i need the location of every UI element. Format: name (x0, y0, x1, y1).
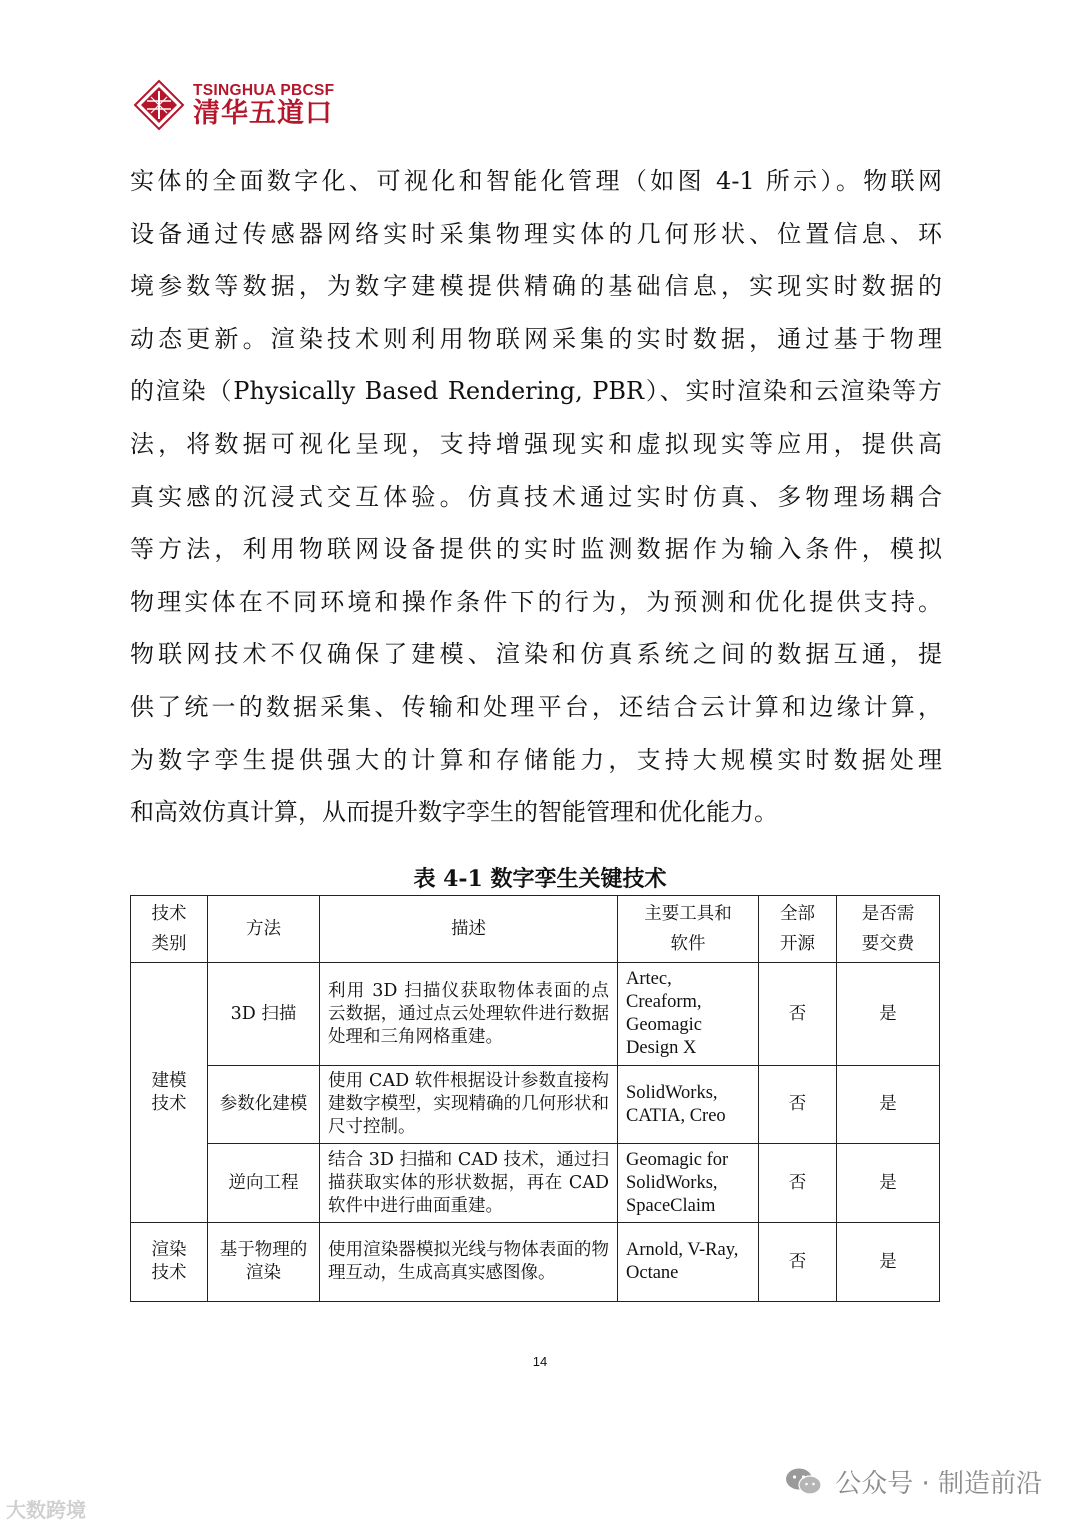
paragraph-line: 为数字孪生提供强大的计算和存储能力，支持大规模实时数据处理 (130, 745, 942, 774)
logo (133, 76, 334, 134)
paragraph-line: 物理实体在不同环境和操作条件下的行为，为预测和优化提供支持。 (130, 587, 942, 616)
header-category: 技术 类别 (131, 896, 208, 963)
logo-chinese-text: 清华五道口 (193, 97, 333, 129)
paragraph-line: 法，将数据可视化呈现，支持增强现实和虚拟现实等应用，提供高 (130, 429, 942, 458)
cell-open-source: 否 (759, 1223, 837, 1302)
cell-description: 利用 3D 扫描仪获取物体表面的点云数据，通过点云处理软件进行数据处理和三角网格重建。 (320, 963, 618, 1066)
logo-english-text: TSINGHUA PBCSF (193, 81, 335, 99)
cell-open-source: 否 (759, 963, 837, 1066)
table-row (131, 1144, 940, 1223)
paragraph-line: 等方法，利用物联网设备提供的实时监测数据作为输入条件，模拟 (130, 535, 942, 564)
header-tools: 主要工具和 软件 (618, 896, 759, 963)
cell-tools: Geomagic for SolidWorks, SpaceClaim (618, 1144, 759, 1223)
cell-paid: 是 (837, 1223, 940, 1302)
tsinghua-logo-icon (133, 79, 185, 131)
header-description: 描述 (320, 896, 618, 963)
table-row (131, 963, 940, 1066)
paragraph-line: 设备通过传感器网络实时采集物理实体的几何形状、位置信息、环 (130, 219, 942, 248)
cell-paid: 是 (837, 1144, 940, 1223)
paragraph-line: 实体的全面数字化、可视化和智能化管理（如图 4-1 所示）。物联网 (130, 167, 942, 195)
table-header-row (131, 896, 940, 963)
wechat-account-text: 公众号 · 制造前沿 (835, 1469, 1042, 1499)
paragraph-line: 动态更新。渲染技术则利用物联网采集的实时数据，通过基于物理 (130, 324, 942, 353)
cell-paid: 是 (837, 963, 940, 1066)
header-paid: 是否需 要交费 (837, 896, 940, 963)
body-paragraph (130, 155, 942, 839)
cell-tools: SolidWorks, CATIA, Creo (618, 1066, 759, 1144)
cell-description: 使用 CAD 软件根据设计参数直接构建数字模型，实现精确的几何形状和尺寸控制。 (320, 1066, 618, 1144)
wechat-watermark (785, 1463, 1042, 1500)
paragraph-line: 境参数等数据，为数字建模提供精确的基础信息，实现实时数据的 (130, 272, 942, 301)
cell-description: 使用渲染器模拟光线与物体表面的物理互动，生成高真实感图像。 (320, 1223, 618, 1302)
table-caption: 表 4-1 数字孪生关键技术 (413, 866, 667, 892)
paragraph-line: 的渲染（Physically Based Rendering, PBR）、实时渲染和云渲染等方 (130, 377, 942, 406)
paragraph-line: 和高效仿真计算，从而提升数字孪生的智能管理和优化能力。 (130, 798, 778, 827)
cell-method: 基于物理的渲染 (208, 1223, 320, 1302)
cell-description: 结合 3D 扫描和 CAD 技术，通过扫描获取实体的形状数据，再在 CAD 软件中进行曲面重建。 (320, 1144, 618, 1223)
paragraph-line: 物联网技术不仅确保了建模、渲染和仿真系统之间的数据互通，提 (130, 640, 942, 669)
key-technologies-table (130, 895, 940, 1302)
cell-open-source: 否 (759, 1144, 837, 1223)
table-row (131, 1066, 940, 1144)
cell-method: 参数化建模 (208, 1066, 320, 1144)
cell-category: 渲染 技术 (131, 1223, 208, 1302)
wechat-icon (785, 1467, 823, 1497)
table-row (131, 1223, 940, 1302)
paragraph-line: 真实感的沉浸式交互体验。仿真技术通过实时仿真、多物理场耦合 (130, 482, 942, 511)
cell-method: 3D 扫描 (208, 963, 320, 1066)
cell-tools: Arnold, V-Ray, Octane (618, 1223, 759, 1302)
header-open-source: 全部 开源 (759, 896, 837, 963)
page-number: 14 (532, 1354, 548, 1369)
source-watermark-text: 大数跨境 (6, 1498, 86, 1522)
cell-category: 建模 技术 (131, 963, 208, 1223)
cell-tools: Artec, Creaform, Geomagic Design X (618, 963, 759, 1066)
header-method: 方法 (208, 896, 320, 963)
cell-paid: 是 (837, 1066, 940, 1144)
paragraph-line: 供了统一的数据采集、传输和处理平台，还结合云计算和边缘计算， (130, 692, 942, 721)
source-watermark (6, 1494, 86, 1523)
cell-open-source: 否 (759, 1066, 837, 1144)
cell-method: 逆向工程 (208, 1144, 320, 1223)
